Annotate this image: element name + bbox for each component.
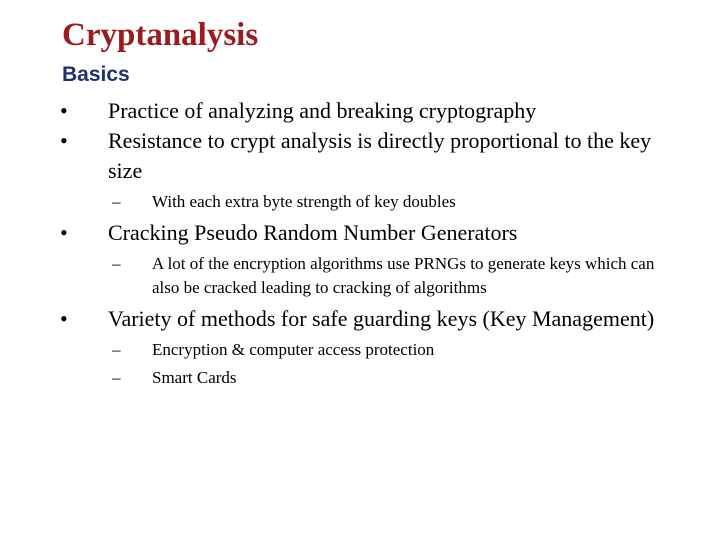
bullet-text: Resistance to crypt analysis is directly proportional to the key size: [108, 128, 652, 183]
bullet-item: [60, 304, 680, 390]
bullet-text: Variety of methods for safe guarding keys (Key Management): [108, 306, 655, 331]
bullet-marker: •: [60, 128, 68, 153]
bullet-list: [60, 96, 680, 394]
sub-bullet-item: [60, 252, 680, 300]
bullet-item: [60, 218, 680, 300]
sub-bullet-item: [60, 366, 680, 390]
sub-bullet-marker: –: [112, 340, 121, 359]
bullet-marker: •: [60, 98, 68, 123]
sub-bullet-text: Encryption & computer access protection: [152, 340, 435, 359]
sub-bullet-text: Smart Cards: [152, 368, 237, 387]
bullet-row: [60, 126, 680, 186]
sub-bullet-text: With each extra byte strength of key doubles: [152, 192, 456, 211]
slide-subtitle: Basics: [62, 63, 130, 86]
sub-bullet-item: [60, 190, 680, 214]
bullet-row: [60, 218, 680, 248]
sub-bullet-marker: –: [112, 254, 121, 273]
sub-bullet-text: A lot of the encryption algorithms use PRNGs to generate keys which can also be cracked leading to cracking of algorithms: [152, 254, 655, 297]
bullet-item: [60, 96, 680, 126]
bullet-text: Practice of analyzing and breaking cryptography: [108, 98, 537, 123]
sub-bullet-list: [60, 190, 680, 214]
sub-bullet-list: [60, 338, 680, 390]
bullet-item: [60, 126, 680, 214]
bullet-marker: •: [60, 306, 68, 331]
sub-bullet-marker: –: [112, 368, 121, 387]
slide-title: Cryptanalysis: [62, 17, 259, 53]
sub-bullet-marker: –: [112, 192, 121, 211]
bullet-text: Cracking Pseudo Random Number Generators: [108, 220, 518, 245]
bullet-row: [60, 96, 680, 126]
bullet-marker: •: [60, 220, 68, 245]
sub-bullet-item: [60, 338, 680, 362]
sub-bullet-list: [60, 252, 680, 300]
bullet-row: [60, 304, 680, 334]
